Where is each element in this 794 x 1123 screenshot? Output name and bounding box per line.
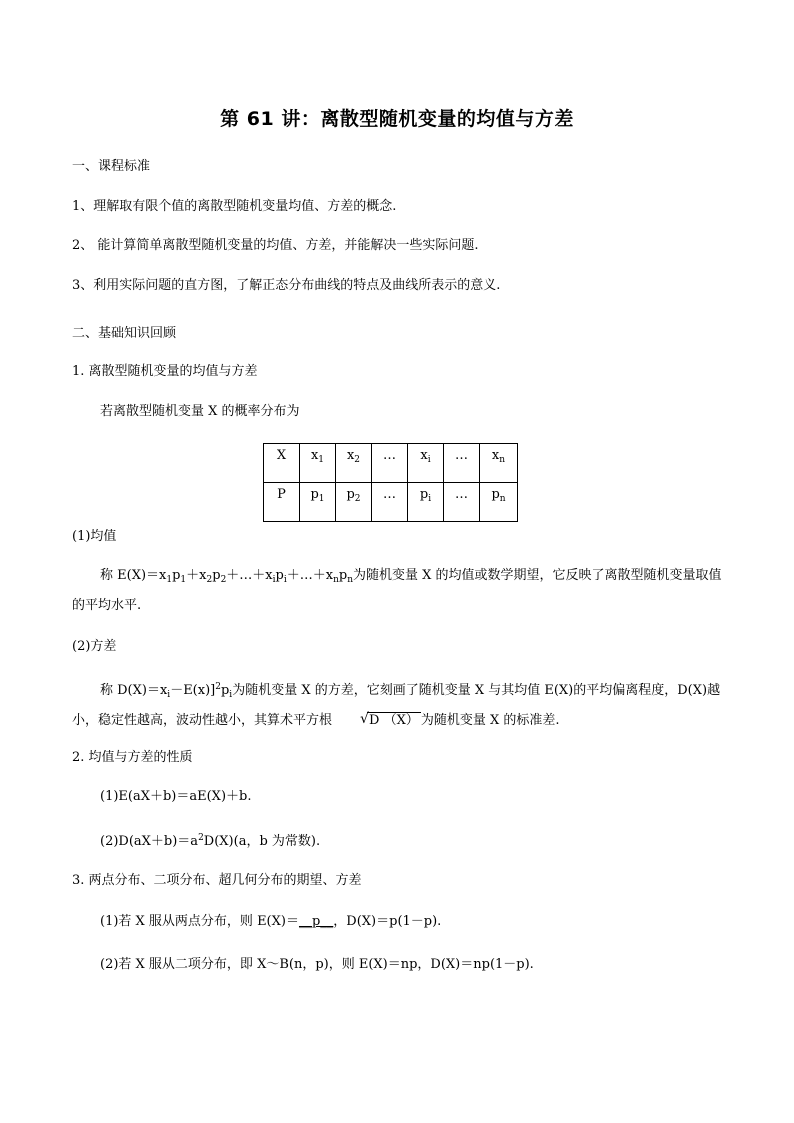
subsection-title-properties: 2. 均值与方差的性质 — [72, 750, 193, 765]
variance-definition: 称 $D(X)=x_i-E(x)]^2p_i$为随机变量 X 的方差，它刻画了随机变量 X 与其均值 E(X)的平均偏离程度，D(X)越小，稳定性越高，波动性越小，其算术平方根 √ D （X） 为随机变量 X 的标准差. — [72, 674, 727, 734]
standard-item-1: 1、理解取有限个值的离散型随机变量均值、方差的概念. — [72, 199, 397, 214]
standard-item-2: 2、 能计算简单离散型随机变量的均值、方差，并能解决一些实际问题. — [72, 238, 479, 253]
table-cell: $p_n$ — [480, 483, 518, 522]
table-cell: … — [372, 483, 408, 522]
probability-distribution-table — [263, 443, 518, 522]
table-cell: … — [372, 444, 408, 483]
fill-blank-answer: __p__ — [298, 914, 334, 929]
table-cell: X — [264, 444, 300, 483]
table-cell: $x_i$ — [408, 444, 444, 483]
table-cell: P — [264, 483, 300, 522]
section-heading-course-standard: 一、课程标准 — [72, 159, 151, 174]
variance-text-end: 为随机变量 X 的标准差. — [420, 713, 560, 728]
table-cell: $x_1$ — [300, 444, 336, 483]
table-cell: $p_2$ — [336, 483, 372, 522]
variance-text-main: 为随机变量 X 的方差，它刻画了随机变量 X 与其均值 E(X)的平均偏离程度，D(X)越小，稳定性越高，波动性越小，其算术平方根 — [72, 683, 721, 728]
sqrt-expression — [332, 708, 421, 734]
table-row — [264, 483, 518, 522]
variance-heading: (2)方差 — [72, 639, 117, 654]
sqrt-radicand: D （X） — [369, 713, 419, 728]
two-point-distribution: (1)若 X 服从两点分布，则 E(X)＝__p__，D(X)＝p(1－p). — [100, 914, 442, 929]
mean-definition-text: 为随机变量 X 的均值或数学期望，它反映了离散型随机变量取值的平均水平. — [72, 568, 722, 613]
section-heading-basics: 二、基础知识回顾 — [72, 326, 177, 341]
table-cell: $p_i$ — [408, 483, 444, 522]
subsection-title-mean-variance: 1. 离散型随机变量的均值与方差 — [72, 364, 258, 379]
table-cell: … — [444, 444, 480, 483]
sqrt-icon: √ — [360, 711, 369, 727]
table-cell: $p_1$ — [300, 483, 336, 522]
standard-item-3: 3、利用实际问题的直方图，了解正态分布曲线的特点及曲线所表示的意义. — [72, 278, 501, 293]
property-1: (1)E(aX＋b)＝aE(X)＋b. — [100, 789, 252, 804]
table-cell: $x_2$ — [336, 444, 372, 483]
property-2: $(2)D(aX+b)=a^2D(X)(a$，b 为常数). — [100, 833, 321, 849]
distribution-intro: 若离散型随机变量 X 的概率分布为 — [100, 404, 300, 419]
mean-definition: 称 $E(X)=x_1p_1+x_2p_2+\dots+x_ip_i+\dots+x_np_n$为随机变量 X 的均值或数学期望，它反映了离散型随机变量取值的平均水平. — [72, 568, 722, 613]
subsection-title-distributions: 3. 两点分布、二项分布、超几何分布的期望、方差 — [72, 873, 362, 888]
page-title: 第 61 讲：离散型随机变量的均值与方差 — [220, 108, 574, 130]
mean-heading: (1)均值 — [72, 529, 117, 544]
binomial-distribution: (2)若 X 服从二项分布，即 X～B(n，p)，则 E(X)＝np，D(X)＝np(1－p). — [100, 957, 534, 972]
table-cell: $x_n$ — [480, 444, 518, 483]
table-row — [264, 444, 518, 483]
table-cell: … — [444, 483, 480, 522]
